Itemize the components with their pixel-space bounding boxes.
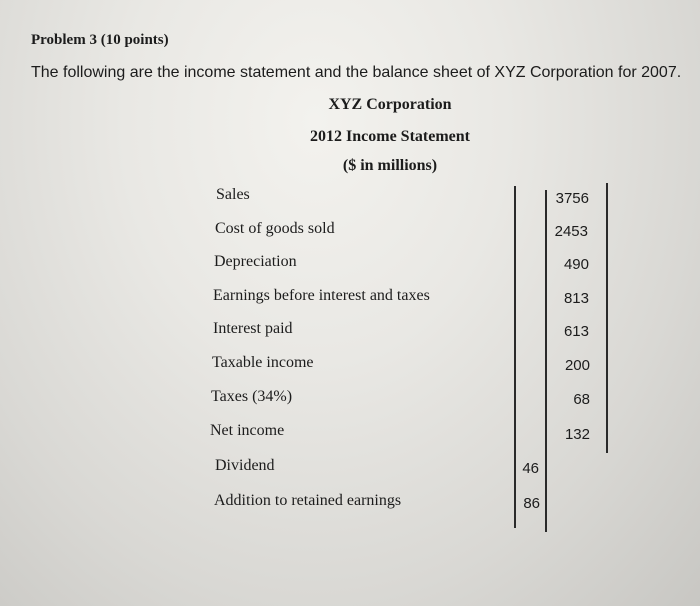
statement-title: 2012 Income Statement (310, 128, 470, 145)
row-value-retained-earnings: 86 (523, 495, 540, 512)
row-value-dividend: 46 (522, 460, 539, 477)
row-value-taxable-income: 200 (564, 357, 590, 374)
problem-intro: The following are the income statement and the balance sheet of XYZ Corporation for 2007. (31, 64, 682, 81)
row-label-net-income: Net income (210, 422, 285, 439)
row-value-sales: 3756 (555, 190, 589, 207)
row-label-sales: Sales (216, 186, 250, 203)
row-label-depreciation: Depreciation (214, 253, 297, 270)
statement-units: ($ in millions) (342, 157, 438, 174)
company-name: XYZ Corporation (328, 96, 452, 113)
row-label-dividend: Dividend (215, 457, 275, 474)
problem-title: Problem 3 (10 points) (31, 32, 169, 48)
row-label-retained-earnings: Addition to retained earnings (214, 492, 402, 509)
row-value-net-income: 132 (564, 426, 590, 443)
row-value-interest: 613 (563, 323, 589, 340)
row-label-taxable-income: Taxable income (212, 354, 314, 371)
row-value-cogs: 2453 (554, 223, 588, 240)
row-label-interest: Interest paid (213, 320, 293, 337)
row-value-ebit: 813 (563, 290, 589, 307)
row-label-ebit: Earnings before interest and taxes (213, 287, 430, 304)
row-value-depreciation: 490 (563, 256, 589, 273)
row-label-cogs: Cost of goods sold (215, 220, 335, 237)
row-label-taxes: Taxes (34%) (211, 388, 293, 405)
row-value-taxes: 68 (573, 391, 590, 408)
table-rule-right (606, 183, 608, 453)
